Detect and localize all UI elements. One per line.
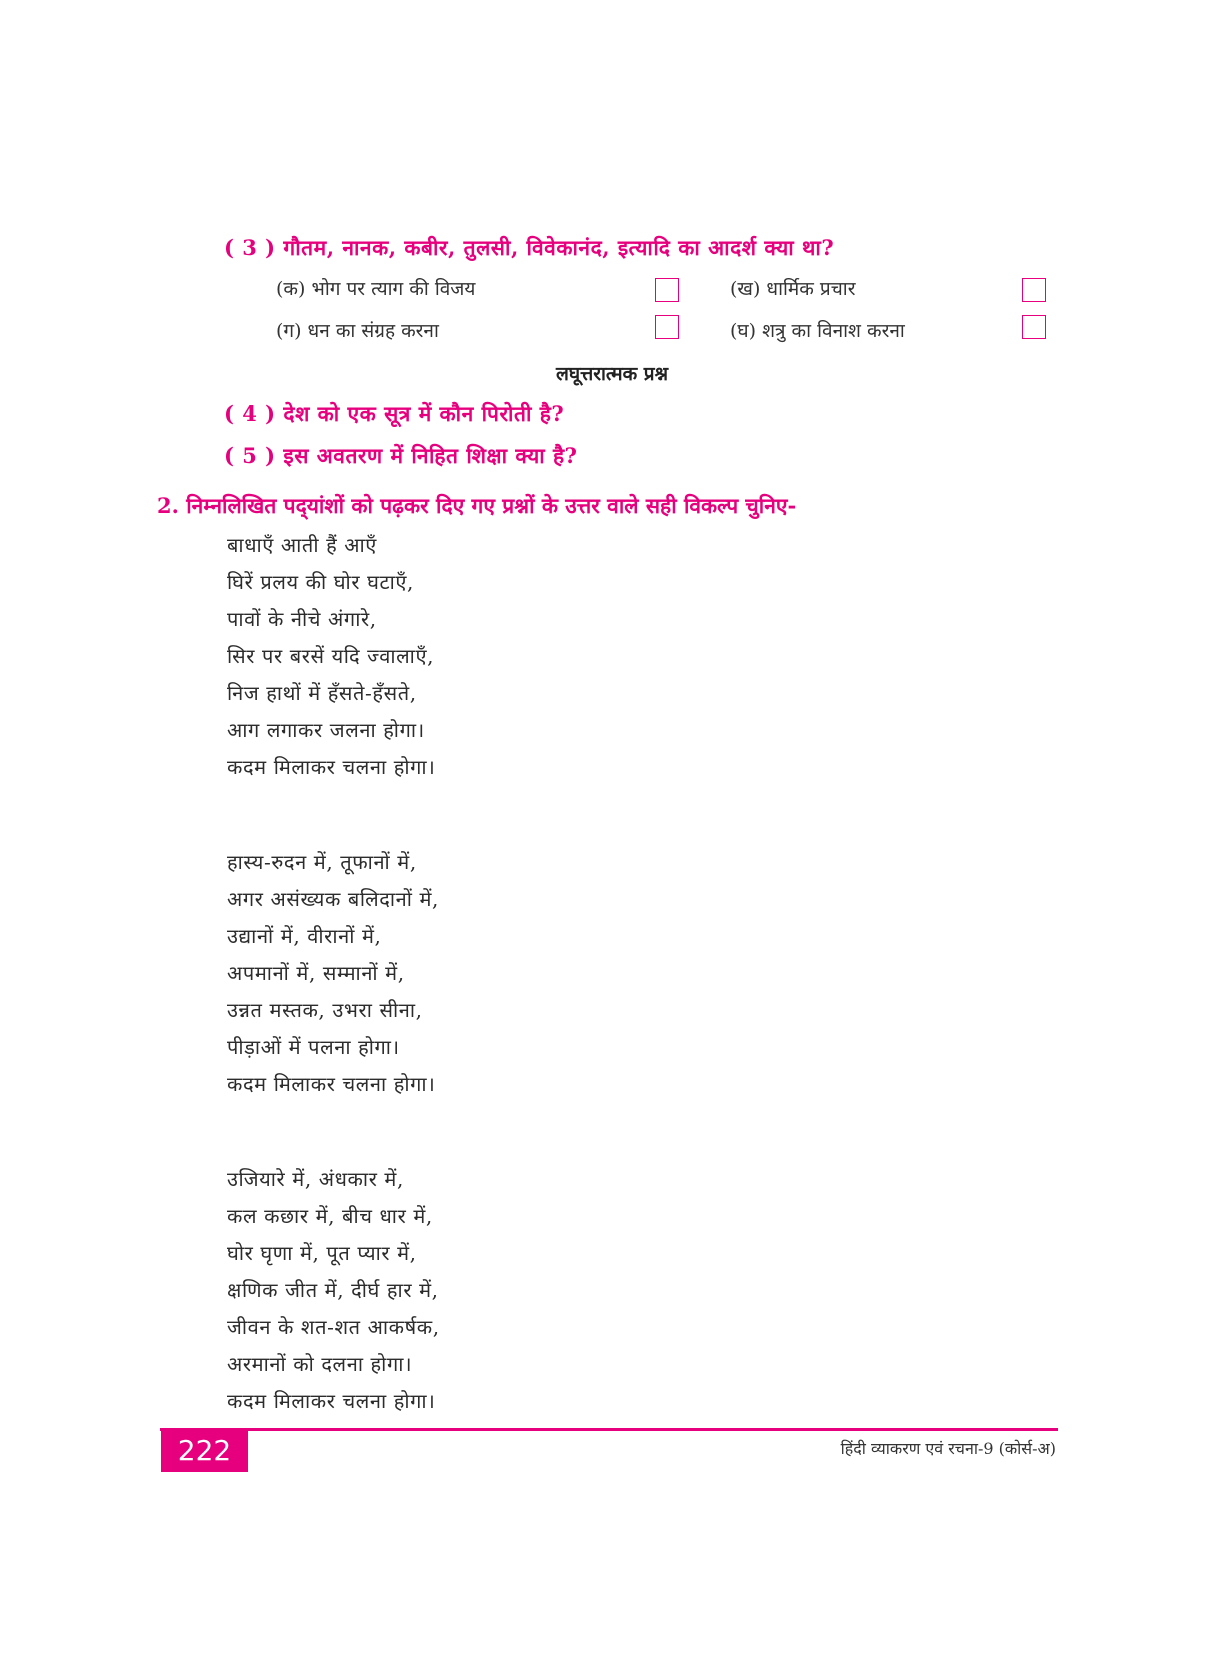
poem-line: कदम मिलाकर चलना होगा।	[227, 755, 436, 779]
section-2-heading: 2. निम्नलिखित पद्‌यांशों को पढ़कर दिए गए प्रश्नों के उत्तर वाले सही विकल्प चुनिए-	[157, 493, 797, 518]
option-gha-checkbox[interactable]	[1022, 315, 1046, 339]
stanza-3	[227, 1161, 440, 1420]
poem-line: घिरें प्रलय की घोर घटाएँ,	[227, 570, 414, 594]
poem-line: घोर घृणा में, पूत प्यार में,	[227, 1241, 417, 1265]
poem-line: हास्य-रुदन में, तूफानों में,	[227, 850, 417, 874]
poem-line: अपमानों में, सम्मानों में,	[227, 961, 405, 985]
poem-line: अगर असंख्यक बलिदानों में,	[227, 887, 440, 911]
poem-line: उद्यानों में, वीरानों में,	[227, 924, 382, 948]
stanza-1	[227, 527, 440, 786]
option-ka-checkbox[interactable]	[655, 278, 679, 302]
option-ga: (ग) धन का संग्रह करना	[276, 320, 439, 342]
poem-line: उजियारे में, अंधकार में,	[227, 1167, 404, 1191]
poem-line: सिर पर बरसें यदि ज्वालाएँ,	[227, 644, 435, 668]
short-answer-heading: लघूत्तरात्मक प्रश्न	[555, 363, 669, 385]
poem-line: पावों के नीचे अंगारे,	[227, 607, 377, 631]
poem-line: पीड़ाओं में पलना होगा।	[227, 1035, 400, 1059]
poem-line: आग लगाकर जलना होगा।	[227, 718, 425, 742]
option-gha: (घ) शत्रु का विनाश करना	[730, 320, 905, 342]
poem-line: अरमानों को दलना होगा।	[227, 1352, 413, 1376]
footer-divider	[160, 1428, 1058, 1431]
question-4: ( 4 ) देश को एक सूत्र में कौन पिरोती है?	[224, 401, 565, 426]
question-5: ( 5 ) इस अवतरण में निहित शिक्षा क्या है?	[224, 443, 578, 468]
poem-line: क्षणिक जीत में, दीर्घ हार में,	[227, 1278, 439, 1302]
question-3: ( 3 ) गौतम, नानक, कबीर, तुलसी, विवेकानंद, इत्यादि का आदर्श क्या था?	[224, 235, 835, 260]
poem-line: निज हाथों में हँसते-हँसते,	[227, 681, 417, 705]
poem-line: उन्नत मस्तक, उभरा सीना,	[227, 998, 423, 1022]
poem-line: बाधाएँ आती हैं आएँ	[227, 533, 377, 557]
option-ka: (क) भोग पर त्याग की विजय	[276, 278, 476, 300]
page-number: 222	[161, 1430, 248, 1472]
poem-line: जीवन के शत-शत आकर्षक,	[227, 1315, 440, 1339]
poem-line: कदम मिलाकर चलना होगा।	[227, 1389, 436, 1413]
option-kha: (ख) धार्मिक प्रचार	[730, 278, 856, 300]
poem-line: कदम मिलाकर चलना होगा।	[227, 1072, 436, 1096]
option-ga-checkbox[interactable]	[655, 315, 679, 339]
poem	[227, 527, 440, 1420]
book-title: हिंदी व्याकरण एवं रचना-9 (कोर्स-अ)	[840, 1439, 1056, 1458]
poem-line: कल कछार में, बीच धार में,	[227, 1204, 433, 1228]
stanza-2	[227, 844, 440, 1103]
option-kha-checkbox[interactable]	[1022, 278, 1046, 302]
